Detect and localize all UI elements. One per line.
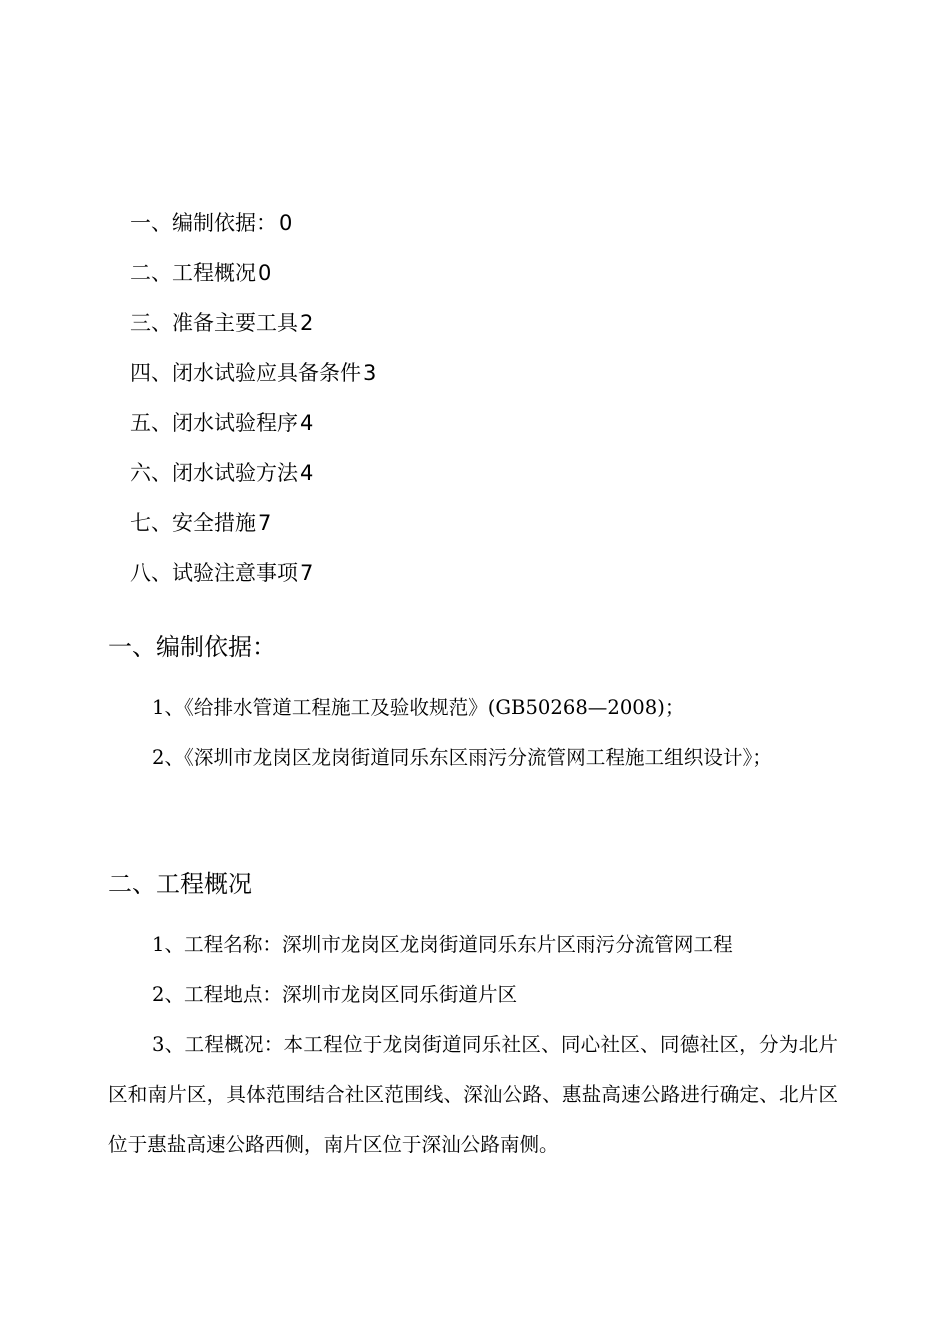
toc-item[interactable]: [130, 256, 376, 306]
toc-item[interactable]: [130, 306, 376, 356]
toc-item-page: 4: [300, 461, 314, 485]
section-basis: [108, 629, 838, 783]
toc-item-page: 0: [279, 211, 293, 235]
section-paragraph: 1、《给排水管道工程施工及验收规范》(GB50268—2008)；: [152, 696, 685, 719]
toc-item-label: 八、试验注意事项: [130, 561, 298, 585]
toc-item-page: 7: [258, 511, 272, 535]
toc-item[interactable]: [130, 456, 376, 506]
toc-item[interactable]: [130, 506, 376, 556]
section-overview: [108, 866, 838, 1170]
toc-item-label: 二、工程概况: [130, 261, 256, 285]
section-paragraph: 3、工程概况：本工程位于龙岗街道同乐社区、同心社区、同德社区，分为北片区和南片区，具体范围结合社区范围线、深汕公路、惠盐高速公路进行确定、北片区位于惠盐高速公路西侧，南片区位于深汕公路南侧。: [108, 1033, 838, 1156]
toc-item-label: 五、闭水试验程序: [130, 411, 298, 435]
toc-item-page: 0: [258, 261, 272, 285]
toc-item-label: 三、准备主要工具: [130, 311, 298, 335]
toc-item[interactable]: [130, 356, 376, 406]
toc-item-page: 4: [300, 411, 314, 435]
section-paragraph: 1、工程名称：深圳市龙岗区龙岗街道同乐东片区雨污分流管网工程: [152, 933, 733, 956]
toc-item[interactable]: [130, 556, 376, 606]
toc-item-label: 七、安全措施: [130, 511, 256, 535]
section-paragraph: 2、《深圳市龙岗区龙岗街道同乐东区雨污分流管网工程施工组织设计》；: [152, 746, 772, 769]
table-of-contents: [130, 206, 376, 606]
toc-item-label: 四、闭水试验应具备条件: [130, 361, 361, 385]
toc-item[interactable]: [130, 206, 376, 256]
toc-item-label: 六、闭水试验方法: [130, 461, 298, 485]
toc-item[interactable]: [130, 406, 376, 456]
toc-item-page: 7: [300, 561, 314, 585]
section-heading: 一、编制依据：: [108, 633, 276, 661]
section-paragraph: 2、工程地点：深圳市龙岗区同乐街道片区: [152, 983, 518, 1006]
toc-item-page: 3: [363, 361, 377, 385]
section-heading: 二、工程概况: [108, 870, 252, 898]
toc-item-label: 一、编制依据：: [130, 211, 277, 235]
toc-item-page: 2: [300, 311, 314, 335]
